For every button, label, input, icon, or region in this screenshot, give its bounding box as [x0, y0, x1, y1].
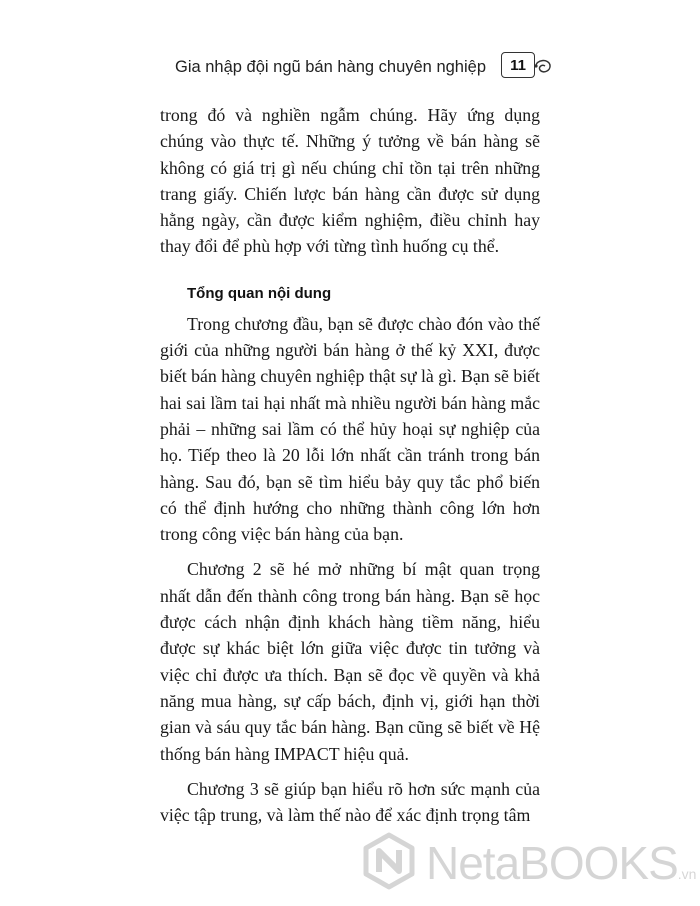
intro-paragraph: trong đó và nghiền ngẫm chúng. Hãy ứng dụng chúng vào thực tế. Những ý tưởng về bán hàng sẽ không có giá trị gì nếu chúng chỉ tồn tại trên những trang giấy. Chiến lược bán hàng cần được sử dụng hằng ngày, cần được kiểm nghiệm, điều chỉnh hay thay đổi để phù hợp với từng tình huống cụ thể.	[160, 105, 540, 257]
paragraph-chapter-3: Chương 3 sẽ giúp bạn hiểu rõ hơn sức mạnh của việc tập trung, và làm thế nào để xác định trọng tâm	[160, 778, 540, 826]
page-header	[0, 50, 700, 90]
netabooks-logo-icon	[360, 832, 418, 890]
page-ornament-icon	[532, 55, 554, 77]
running-head: Gia nhập đội ngũ bán hàng chuyên nghiệp	[174, 58, 486, 76]
watermark-text	[426, 836, 696, 890]
page-number: 11	[501, 52, 535, 78]
netabooks-watermark	[360, 832, 697, 892]
paragraph-chapter-2: Chương 2 sẽ hé mở những bí mật quan trọng nhất dẫn đến thành công trong bán hàng. Bạn sẽ học được cách nhận định khách hàng tiềm năng, hiểu được sự khác biệt lớn giữa việc được tin tưởng và việc chỉ được ưa thích. Bạn sẽ đọc về quyền và khả năng mua hàng, sự cấp bách, định vị, giới hạn thời gian và sáu quy tắc bán hàng. Bạn cũng sẽ biết về Hệ thống bán hàng IMPACT hiệu quả.	[160, 559, 540, 764]
body-text	[160, 102, 540, 828]
paragraph-chapter-1: Trong chương đầu, bạn sẽ được chào đón vào thế giới của những người bán hàng ở thế kỷ XXI, được biết bán hàng chuyên nghiệp thật sự là gì. Bạn sẽ biết hai sai lầm tai hại nhất mà nhiều người bán hàng mắc phải – những sai lầm có thể hủy hoại sự nghiệp của họ. Tiếp theo là 20 lỗi lớn nhất cần tránh trong bán hàng. Sau đó, bạn sẽ tìm hiểu bảy quy tắc phổ biến có thể định hướng cho những thành công lớn hơn trong công việc bán hàng của bạn.	[160, 313, 540, 545]
watermark-suffix: .vn	[677, 866, 697, 882]
watermark-brand: NetaBOOKS	[426, 837, 678, 889]
section-heading: Tổng quan nội dung	[187, 284, 332, 302]
